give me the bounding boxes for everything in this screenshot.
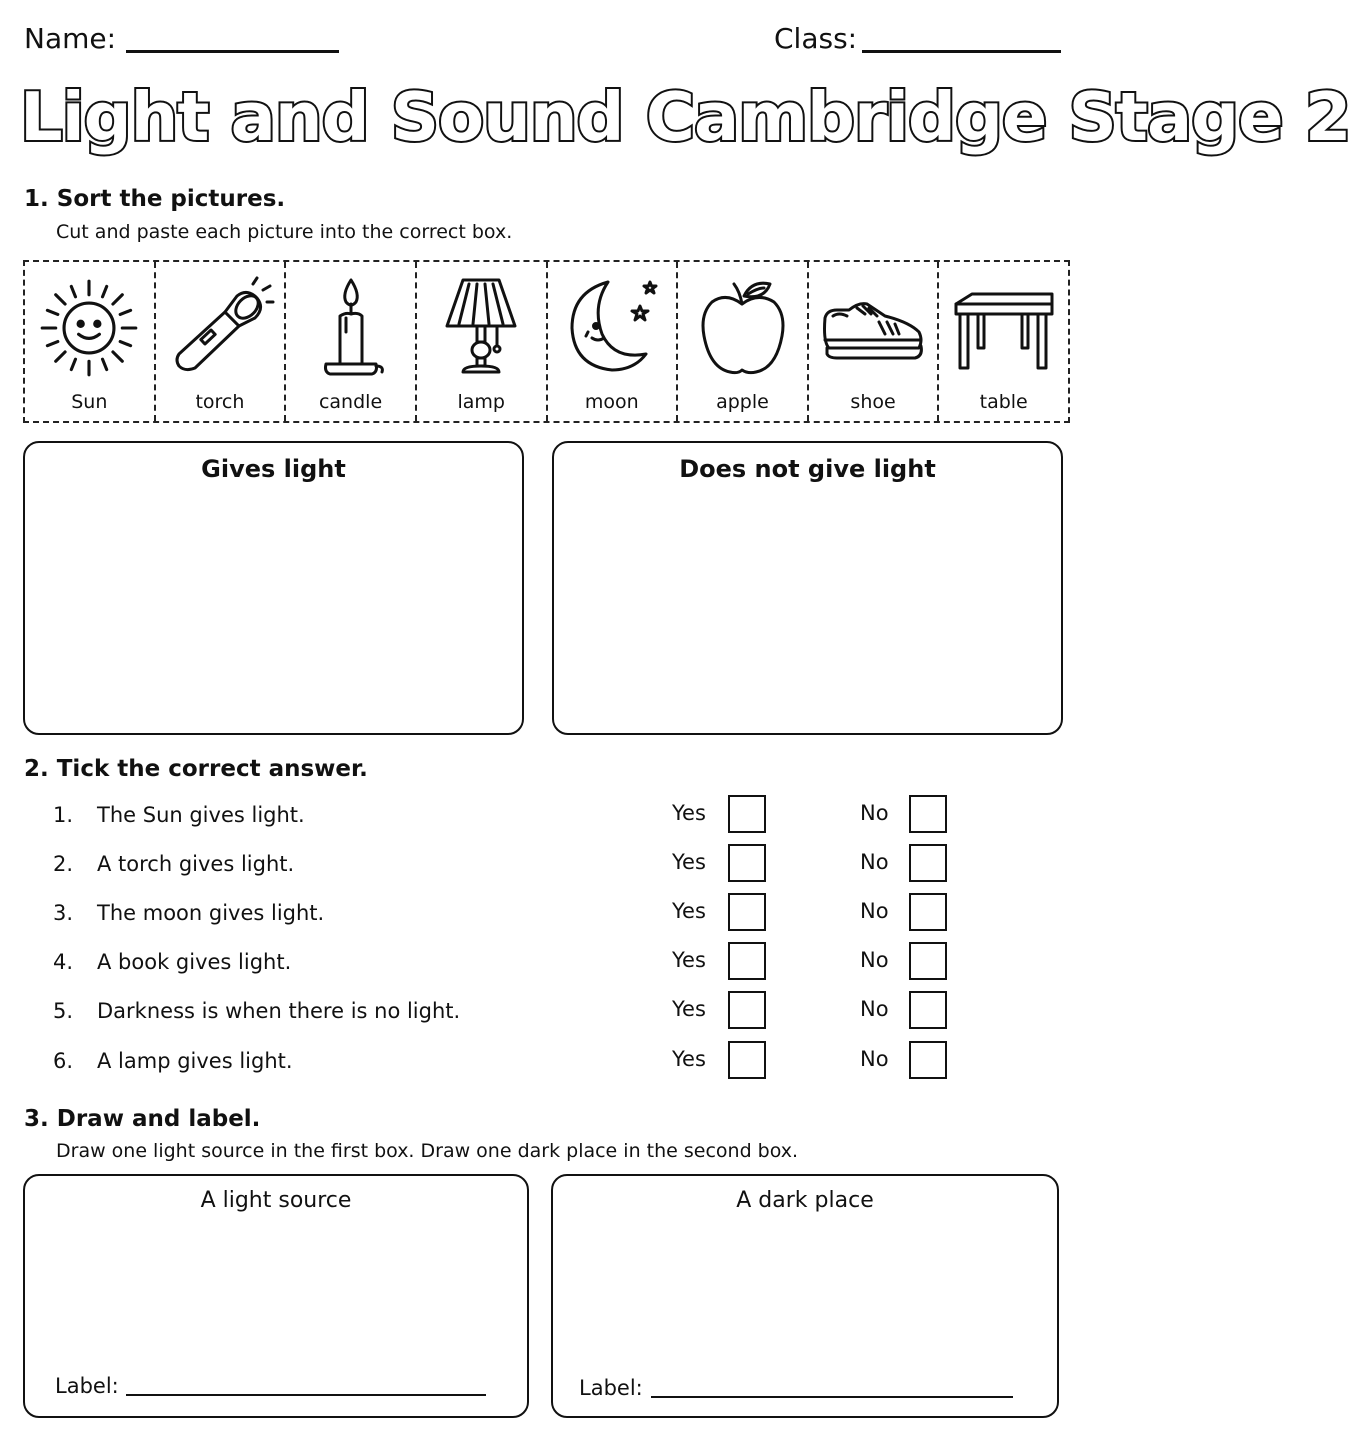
light-source-heading: A light source — [200, 1188, 352, 1213]
question-text: A torch gives light. — [97, 852, 295, 876]
class-line[interactable] — [862, 50, 1061, 53]
picture-label: Sun — [71, 391, 108, 413]
name-label: Name: — [24, 22, 117, 55]
name-line[interactable] — [126, 50, 339, 53]
label-text: Label: — [579, 1376, 643, 1400]
label-line[interactable] — [126, 1394, 486, 1396]
candle-icon — [316, 276, 386, 380]
yes-checkbox[interactable] — [728, 795, 766, 833]
table-icon — [952, 276, 1056, 376]
no-checkbox[interactable] — [909, 844, 947, 882]
no-checkbox[interactable] — [909, 795, 947, 833]
picture-label: table — [979, 391, 1028, 413]
gives-light-box[interactable] — [23, 441, 524, 735]
no-label: No — [860, 1047, 889, 1071]
q1-title: 1. Sort the pictures. — [24, 186, 286, 212]
yes-label: Yes — [672, 948, 706, 972]
picture-cell-moon[interactable] — [548, 262, 679, 421]
yes-checkbox[interactable] — [728, 844, 766, 882]
question-text: Darkness is when there is no light. — [97, 999, 461, 1023]
question-row — [0, 844, 1086, 884]
dark-place-box[interactable] — [551, 1174, 1059, 1418]
picture-label: lamp — [457, 391, 505, 413]
does-not-give-light-box[interactable] — [552, 441, 1063, 735]
q3-title: 3. Draw and label. — [24, 1106, 261, 1132]
question-text: A book gives light. — [97, 950, 292, 974]
q3-instruction: Draw one light source in the first box. Draw one dark place in the second box. — [56, 1140, 799, 1162]
question-number: 2. — [53, 852, 74, 876]
question-row — [0, 991, 1086, 1031]
question-text: The moon gives light. — [97, 901, 325, 925]
question-row — [0, 1041, 1086, 1081]
picture-cell-candle[interactable] — [286, 262, 417, 421]
sun-icon — [37, 276, 141, 380]
label-line[interactable] — [651, 1396, 1013, 1398]
torch-icon — [165, 276, 275, 376]
yes-checkbox[interactable] — [728, 942, 766, 980]
apple-icon — [696, 276, 788, 380]
question-number: 1. — [53, 803, 74, 827]
moon-icon — [562, 276, 662, 376]
page-title: Light and Sound Cambridge Stage 2 — [20, 78, 1351, 156]
yes-label: Yes — [672, 899, 706, 923]
no-label: No — [860, 801, 889, 825]
picture-cell-torch[interactable] — [156, 262, 287, 421]
no-label: No — [860, 850, 889, 874]
yes-checkbox[interactable] — [728, 991, 766, 1029]
yes-checkbox[interactable] — [728, 893, 766, 931]
picture-cell-lamp[interactable] — [417, 262, 548, 421]
no-label: No — [860, 948, 889, 972]
yes-label: Yes — [672, 997, 706, 1021]
light-source-box[interactable] — [23, 1174, 529, 1418]
picture-label: torch — [195, 391, 245, 413]
q2-title: 2. Tick the correct answer. — [24, 756, 368, 782]
does-not-give-light-heading: Does not give light — [679, 455, 936, 483]
question-number: 6. — [53, 1049, 74, 1073]
no-label: No — [860, 997, 889, 1021]
question-text: The Sun gives light. — [97, 803, 305, 827]
picture-strip — [23, 260, 1070, 423]
question-row — [0, 942, 1086, 982]
lamp-icon — [439, 276, 523, 380]
dark-place-heading: A dark place — [736, 1188, 874, 1213]
question-number: 4. — [53, 950, 74, 974]
picture-label: apple — [716, 391, 769, 413]
q1-instruction: Cut and paste each picture into the correct box. — [56, 221, 513, 243]
shoe-icon — [819, 276, 927, 376]
picture-label: moon — [584, 391, 639, 413]
yes-label: Yes — [672, 850, 706, 874]
picture-cell-shoe[interactable] — [809, 262, 940, 421]
no-checkbox[interactable] — [909, 893, 947, 931]
question-row — [0, 893, 1086, 933]
question-row — [0, 795, 1086, 835]
no-checkbox[interactable] — [909, 942, 947, 980]
no-label: No — [860, 899, 889, 923]
picture-cell-sun[interactable] — [25, 262, 156, 421]
class-label: Class: — [774, 22, 858, 55]
picture-label: shoe — [850, 391, 896, 413]
yes-label: Yes — [672, 801, 706, 825]
yes-checkbox[interactable] — [728, 1041, 766, 1079]
gives-light-heading: Gives light — [201, 455, 346, 483]
yes-label: Yes — [672, 1047, 706, 1071]
picture-cell-apple[interactable] — [678, 262, 809, 421]
no-checkbox[interactable] — [909, 991, 947, 1029]
no-checkbox[interactable] — [909, 1041, 947, 1079]
picture-label: candle — [318, 391, 383, 413]
question-number: 5. — [53, 999, 74, 1023]
picture-cell-table[interactable] — [939, 262, 1068, 421]
label-text: Label: — [55, 1374, 119, 1398]
question-text: A lamp gives light. — [97, 1049, 293, 1073]
question-number: 3. — [53, 901, 74, 925]
